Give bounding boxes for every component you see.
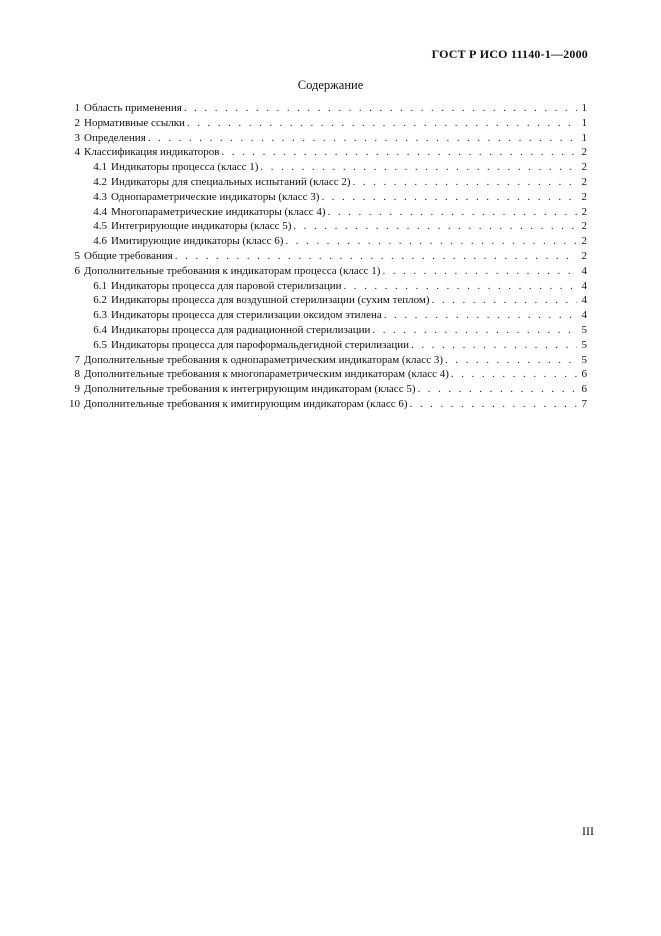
toc-number: 2	[74, 116, 80, 129]
toc-entry-title: Индикаторы для специальных испытаний (класс 2)	[111, 175, 351, 188]
toc-number: 4.2	[93, 175, 107, 188]
toc-number: 4.5	[93, 220, 107, 233]
leader-dots	[285, 234, 577, 249]
toc-number: 4.6	[93, 235, 107, 248]
toc-subentry[interactable]	[60, 219, 587, 234]
leader-dots	[187, 116, 577, 131]
toc-entry[interactable]	[60, 145, 587, 160]
toc-page-number: 1	[581, 102, 587, 114]
toc-page-number: 4	[581, 309, 587, 322]
leader-dots	[148, 131, 577, 146]
toc-number: 4.4	[93, 205, 107, 218]
toc-number: 6.1	[93, 279, 107, 292]
leader-dots	[221, 145, 577, 160]
leader-dots	[432, 293, 577, 308]
leader-dots	[293, 219, 577, 234]
toc-entry-title: Индикаторы процесса для стерилизации оксидом этилена	[111, 309, 382, 322]
leader-dots	[328, 205, 577, 220]
toc-number: 10	[69, 397, 80, 410]
toc-entry[interactable]	[60, 249, 587, 264]
toc-page-number: 2	[581, 190, 587, 203]
leader-dots	[382, 264, 577, 279]
toc-page-number: 2	[581, 146, 587, 159]
toc-entry-title: Общие требования	[84, 249, 173, 262]
toc-page-number: 4	[581, 279, 587, 292]
toc-entry-title: Имитирующие индикаторы (класс 6)	[111, 235, 284, 248]
page-number-footer: III	[582, 824, 594, 838]
toc-page-number: 6	[581, 383, 587, 396]
toc-page-number: 2	[581, 161, 587, 174]
leader-dots	[184, 101, 577, 116]
toc-number: 6.3	[93, 309, 107, 322]
toc-page-number: 5	[581, 353, 587, 366]
toc-subentry[interactable]	[60, 338, 587, 353]
toc-subentry[interactable]	[60, 175, 587, 190]
toc-subentry[interactable]	[60, 293, 587, 308]
toc-page-number: 5	[581, 338, 587, 351]
toc-page-number: 6	[581, 368, 587, 381]
toc-page-number: 1	[581, 116, 587, 129]
toc-entry-title: Индикаторы процесса для паровой стерилизации	[111, 279, 342, 292]
toc-number: 4.1	[93, 161, 107, 174]
toc-entry-title: Индикаторы процесса для радиационной стерилизации	[111, 323, 371, 336]
toc-entry[interactable]	[60, 131, 587, 146]
leader-dots	[353, 175, 577, 190]
leader-dots	[321, 190, 577, 205]
toc-entry[interactable]	[60, 397, 587, 412]
toc-number: 4	[74, 146, 80, 159]
toc-entry-title: Дополнительные требования к многопараметрическим индикаторам (класс 4)	[84, 368, 449, 381]
leader-dots	[411, 338, 577, 353]
toc-number: 6	[74, 264, 80, 277]
toc-entry-title: Дополнительные требования к интегрирующим индикаторам (класс 5)	[84, 383, 416, 396]
toc-entry[interactable]	[60, 382, 587, 397]
toc-page-number: 2	[581, 175, 587, 188]
toc-entry-title: Индикаторы процесса (класс 1)	[111, 161, 259, 174]
toc-page-number: 1	[581, 131, 587, 144]
toc-subentry[interactable]	[60, 234, 587, 249]
toc-entry[interactable]	[60, 353, 587, 368]
toc-number: 6.4	[93, 323, 107, 336]
leader-dots	[384, 308, 577, 323]
toc-page-number: 7	[581, 397, 587, 410]
toc-subentry[interactable]	[60, 323, 587, 338]
toc-entry-title: Область применения	[84, 102, 182, 114]
toc-number: 3	[74, 131, 80, 144]
toc-page-number: 4	[581, 294, 587, 307]
leader-dots	[344, 279, 578, 294]
toc-entry[interactable]	[60, 116, 587, 131]
toc-page-number: 2	[581, 205, 587, 218]
toc-subentry[interactable]	[60, 308, 587, 323]
toc-entry[interactable]	[60, 101, 587, 116]
toc-subentry[interactable]	[60, 190, 587, 205]
toc-entry-title: Дополнительные требования к индикаторам процесса (класс 1)	[84, 264, 381, 277]
toc-entry[interactable]	[60, 264, 587, 279]
leader-dots	[410, 397, 577, 412]
toc-page-number: 2	[581, 220, 587, 233]
toc-entry-title: Определения	[84, 131, 146, 144]
table-of-contents	[60, 101, 587, 412]
toc-entry-title: Дополнительные требования к однопараметрическим индикаторам (класс 3)	[84, 353, 443, 366]
toc-number: 6.2	[93, 294, 107, 307]
toc-subentry[interactable]	[60, 279, 587, 294]
toc-page-number: 2	[581, 249, 587, 262]
toc-entry-title: Индикаторы процесса для пароформальдегидной стерилизации	[111, 338, 410, 351]
toc-entry-title: Многопараметрические индикаторы (класс 4)	[111, 205, 326, 218]
toc-page-number: 4	[581, 264, 587, 277]
leader-dots	[418, 382, 578, 397]
toc-number: 5	[74, 249, 80, 262]
toc-subentry[interactable]	[60, 205, 587, 220]
toc-entry-title: Дополнительные требования к имитирующим индикаторам (класс 6)	[84, 397, 408, 410]
toc-number: 1	[74, 102, 80, 114]
toc-entry[interactable]	[60, 367, 587, 382]
leader-dots	[175, 249, 577, 264]
toc-subentry[interactable]	[60, 160, 587, 175]
toc-number: 4.3	[93, 190, 107, 203]
toc-entry-title: Индикаторы процесса для воздушной стерилизации (сухим теплом)	[111, 294, 430, 307]
toc-page-number: 2	[581, 235, 587, 248]
toc-title: Содержание	[297, 78, 364, 92]
toc-entry-title: Классификация индикаторов	[84, 146, 220, 159]
toc-entry-title: Нормативные ссылки	[84, 116, 185, 129]
leader-dots	[260, 160, 577, 175]
toc-number: 7	[74, 353, 80, 366]
leader-dots	[445, 353, 577, 368]
document-id-header: ГОСТ Р ИСО 11140-1—2000	[431, 47, 588, 61]
leader-dots	[372, 323, 577, 338]
toc-number: 6.5	[93, 338, 107, 351]
toc-entry-title: Интегрирующие индикаторы (класс 5)	[111, 220, 292, 233]
toc-page-number: 5	[581, 323, 587, 336]
toc-entry-title: Однопараметрические индикаторы (класс 3)	[111, 190, 320, 203]
toc-number: 8	[74, 368, 80, 381]
toc-number: 9	[74, 383, 80, 396]
leader-dots	[451, 367, 577, 382]
